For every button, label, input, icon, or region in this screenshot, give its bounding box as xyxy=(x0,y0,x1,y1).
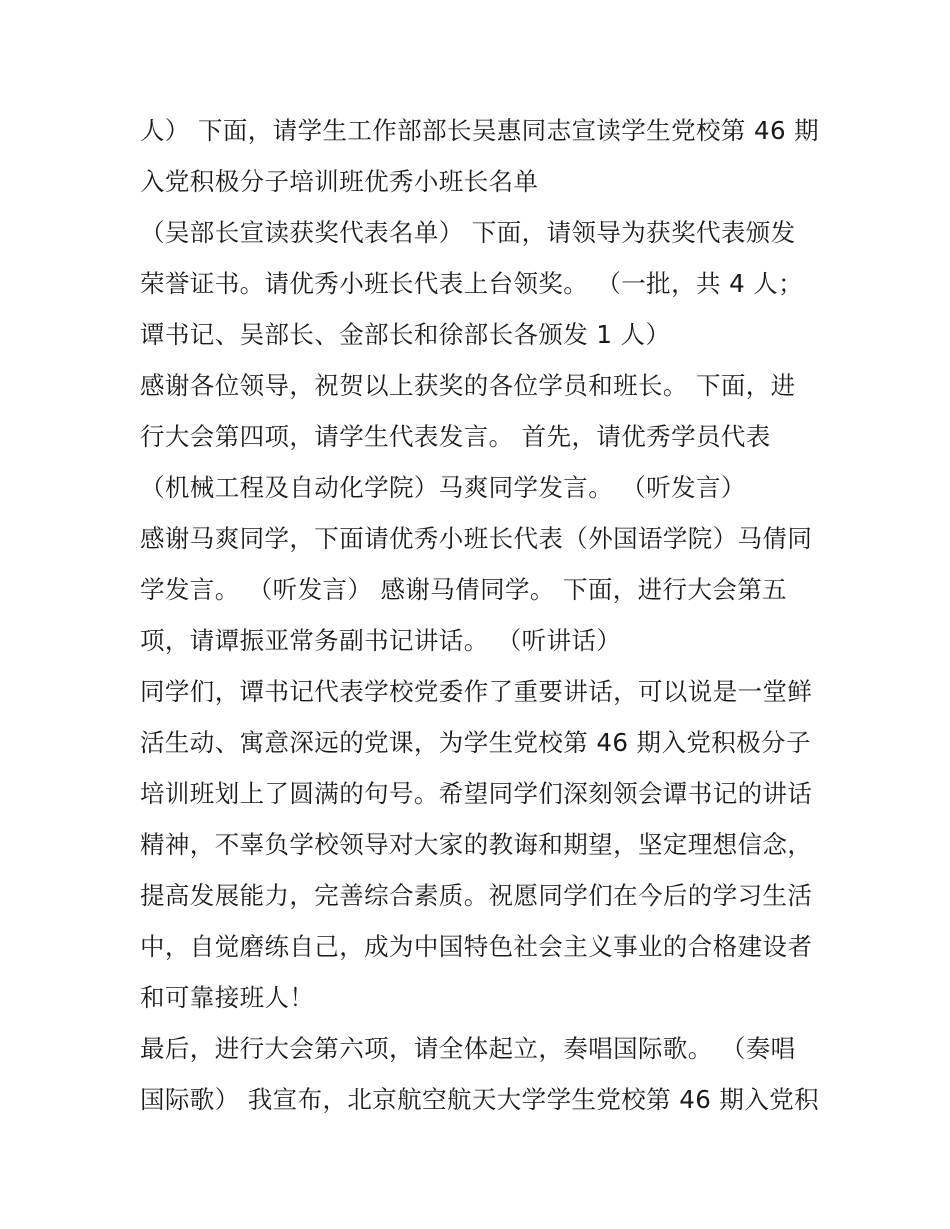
text-line: 活生动、寓意深远的党课，为学生党校第 46 期入党积极分子 xyxy=(140,728,811,757)
text-line: 最后，进行大会第六项，请全体起立，奏唱国际歌。 （奏唱 xyxy=(140,1034,796,1063)
text-line: 行大会第四项，请学生代表发言。 首先，请优秀学员代表 xyxy=(140,422,771,451)
text-line: 谭书记、吴部长、金部长和徐部长各颁发 1 人） xyxy=(140,320,671,349)
text-line: 学发言。 （听发言） 感谢马倩同学。 下面，进行大会第五 xyxy=(140,575,788,604)
text-line: 提高发展能力，完善综合素质。祝愿同学们在今后的学习生活 xyxy=(140,881,813,910)
text-line: 人） 下面，请学生工作部部长吴惠同志宣读学生党校第 46 期 xyxy=(140,116,820,145)
text-line: 项，请谭振亚常务副书记讲话。 （听讲话） xyxy=(140,626,622,655)
text-line: 中，自觉磨练自己，成为中国特色社会主义事业的合格建设者 xyxy=(140,932,813,961)
text-line: 荣誉证书。请优秀小班长代表上台领奖。 （一批，共 4 人； xyxy=(140,269,804,298)
text-line: 和可靠接班人！ xyxy=(140,983,315,1012)
text-line: 感谢马爽同学，下面请优秀小班长代表（外国语学院）马倩同 xyxy=(140,524,813,553)
text-line: 精神，不辜负学校领导对大家的教诲和期望，坚定理想信念， xyxy=(140,830,813,859)
text-line: 国际歌） 我宣布，北京航空航天大学学生党校第 46 期入党积 xyxy=(140,1085,820,1114)
text-line: 培训班划上了圆满的句号。希望同学们深刻领会谭书记的讲话 xyxy=(140,779,813,808)
text-line: 入党积极分子培训班优秀小班长名单 xyxy=(140,167,539,196)
text-line: （吴部长宣读获奖代表名单） 下面，请领导为获奖代表颁发 xyxy=(140,218,796,247)
document-body xyxy=(140,105,820,1125)
text-line: 同学们，谭书记代表学校党委作了重要讲话，可以说是一堂鲜 xyxy=(140,677,813,706)
text-line: （机械工程及自动化学院）马爽同学发言。 （听发言） xyxy=(140,473,746,502)
text-line: 感谢各位领导，祝贺以上获奖的各位学员和班长。 下面，进 xyxy=(140,371,796,400)
